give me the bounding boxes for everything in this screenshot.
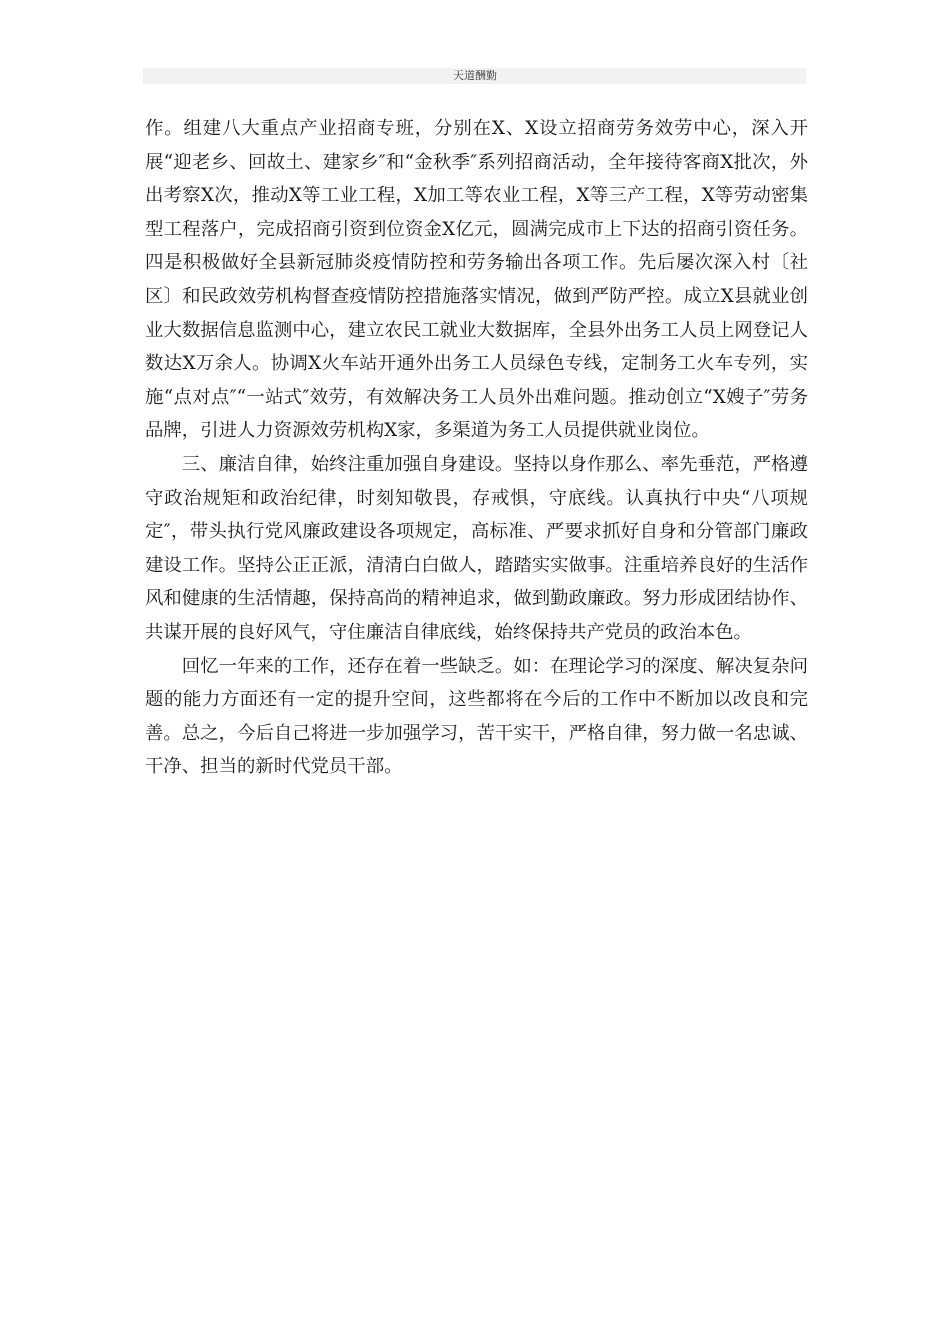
paragraph-review: 回忆一年来的工作，还存在着一些缺乏。如：在理论学习的深度、解决复杂问题的能力方面还有一定的提升空间，这些都将在今后的工作中不断加以改良和完善。总之，今后自己将进一步加强学习，苦干实干，严格自律，努力做一名忠诚、干净、担当的新时代党员干部。 xyxy=(145,655,808,778)
page-header-title: 天道酬勤 xyxy=(453,69,497,82)
paragraph-continuation: 作。组建八大重点产业招商专班，分别在X、X设立招商劳务效劳中心，深入开展“迎老乡、回故土、建家乡″和“金秋季″系列招商活动，全年接待客商X批次，外出考察X次，推动X等工业工程，X加工等农业工程，X等三产工程，X等劳动密集型工程落户，完成招商引资到位资金X亿元，圆满完成市上下达的招商引资任务。四是积极做好全县新冠肺炎疫情防控和劳务输出各项工作。先后屡次深入村〔社区〕和民政效劳机构督查疫情防控措施落实情况，做到严防严控。成立X县就业创业大数据信息监测中心，建立农民工就业大数据库，全县外出务工人员上网登记人数达X万余人。协调X火车站开通外出务工人员绿色专线，定制务工火车专列，实施“点对点″“一站式″效劳，有效解决务工人员外出难问题。推动创立“X嫂子″劳务品牌，引进人力资源效劳机构X家，多渠道为务工人员提供就业岗位。 xyxy=(145,118,808,442)
paragraph-integrity: 三、廉洁自律，始终注重加强自身建设。坚持以身作那么、率先垂范，严格遵守政治规矩和政治纪律，时刻知敬畏，存戒惧，守底线。认真执行中央“八项规定″，带头执行党风廉政建设各项规定，高标准、严要求抓好自身和分管部门廉政建设工作。坚持公正正派，清清白白做人，踏踏实实做事。注重培养良好的生活作风和健康的生活情趣，保持高尚的精神追求，做到勤政廉政。努力形成团结协作、共谋开展的良好风气，守住廉洁自律底线，始终保持共产党员的政治本色。 xyxy=(145,453,808,643)
document-body xyxy=(145,112,808,784)
